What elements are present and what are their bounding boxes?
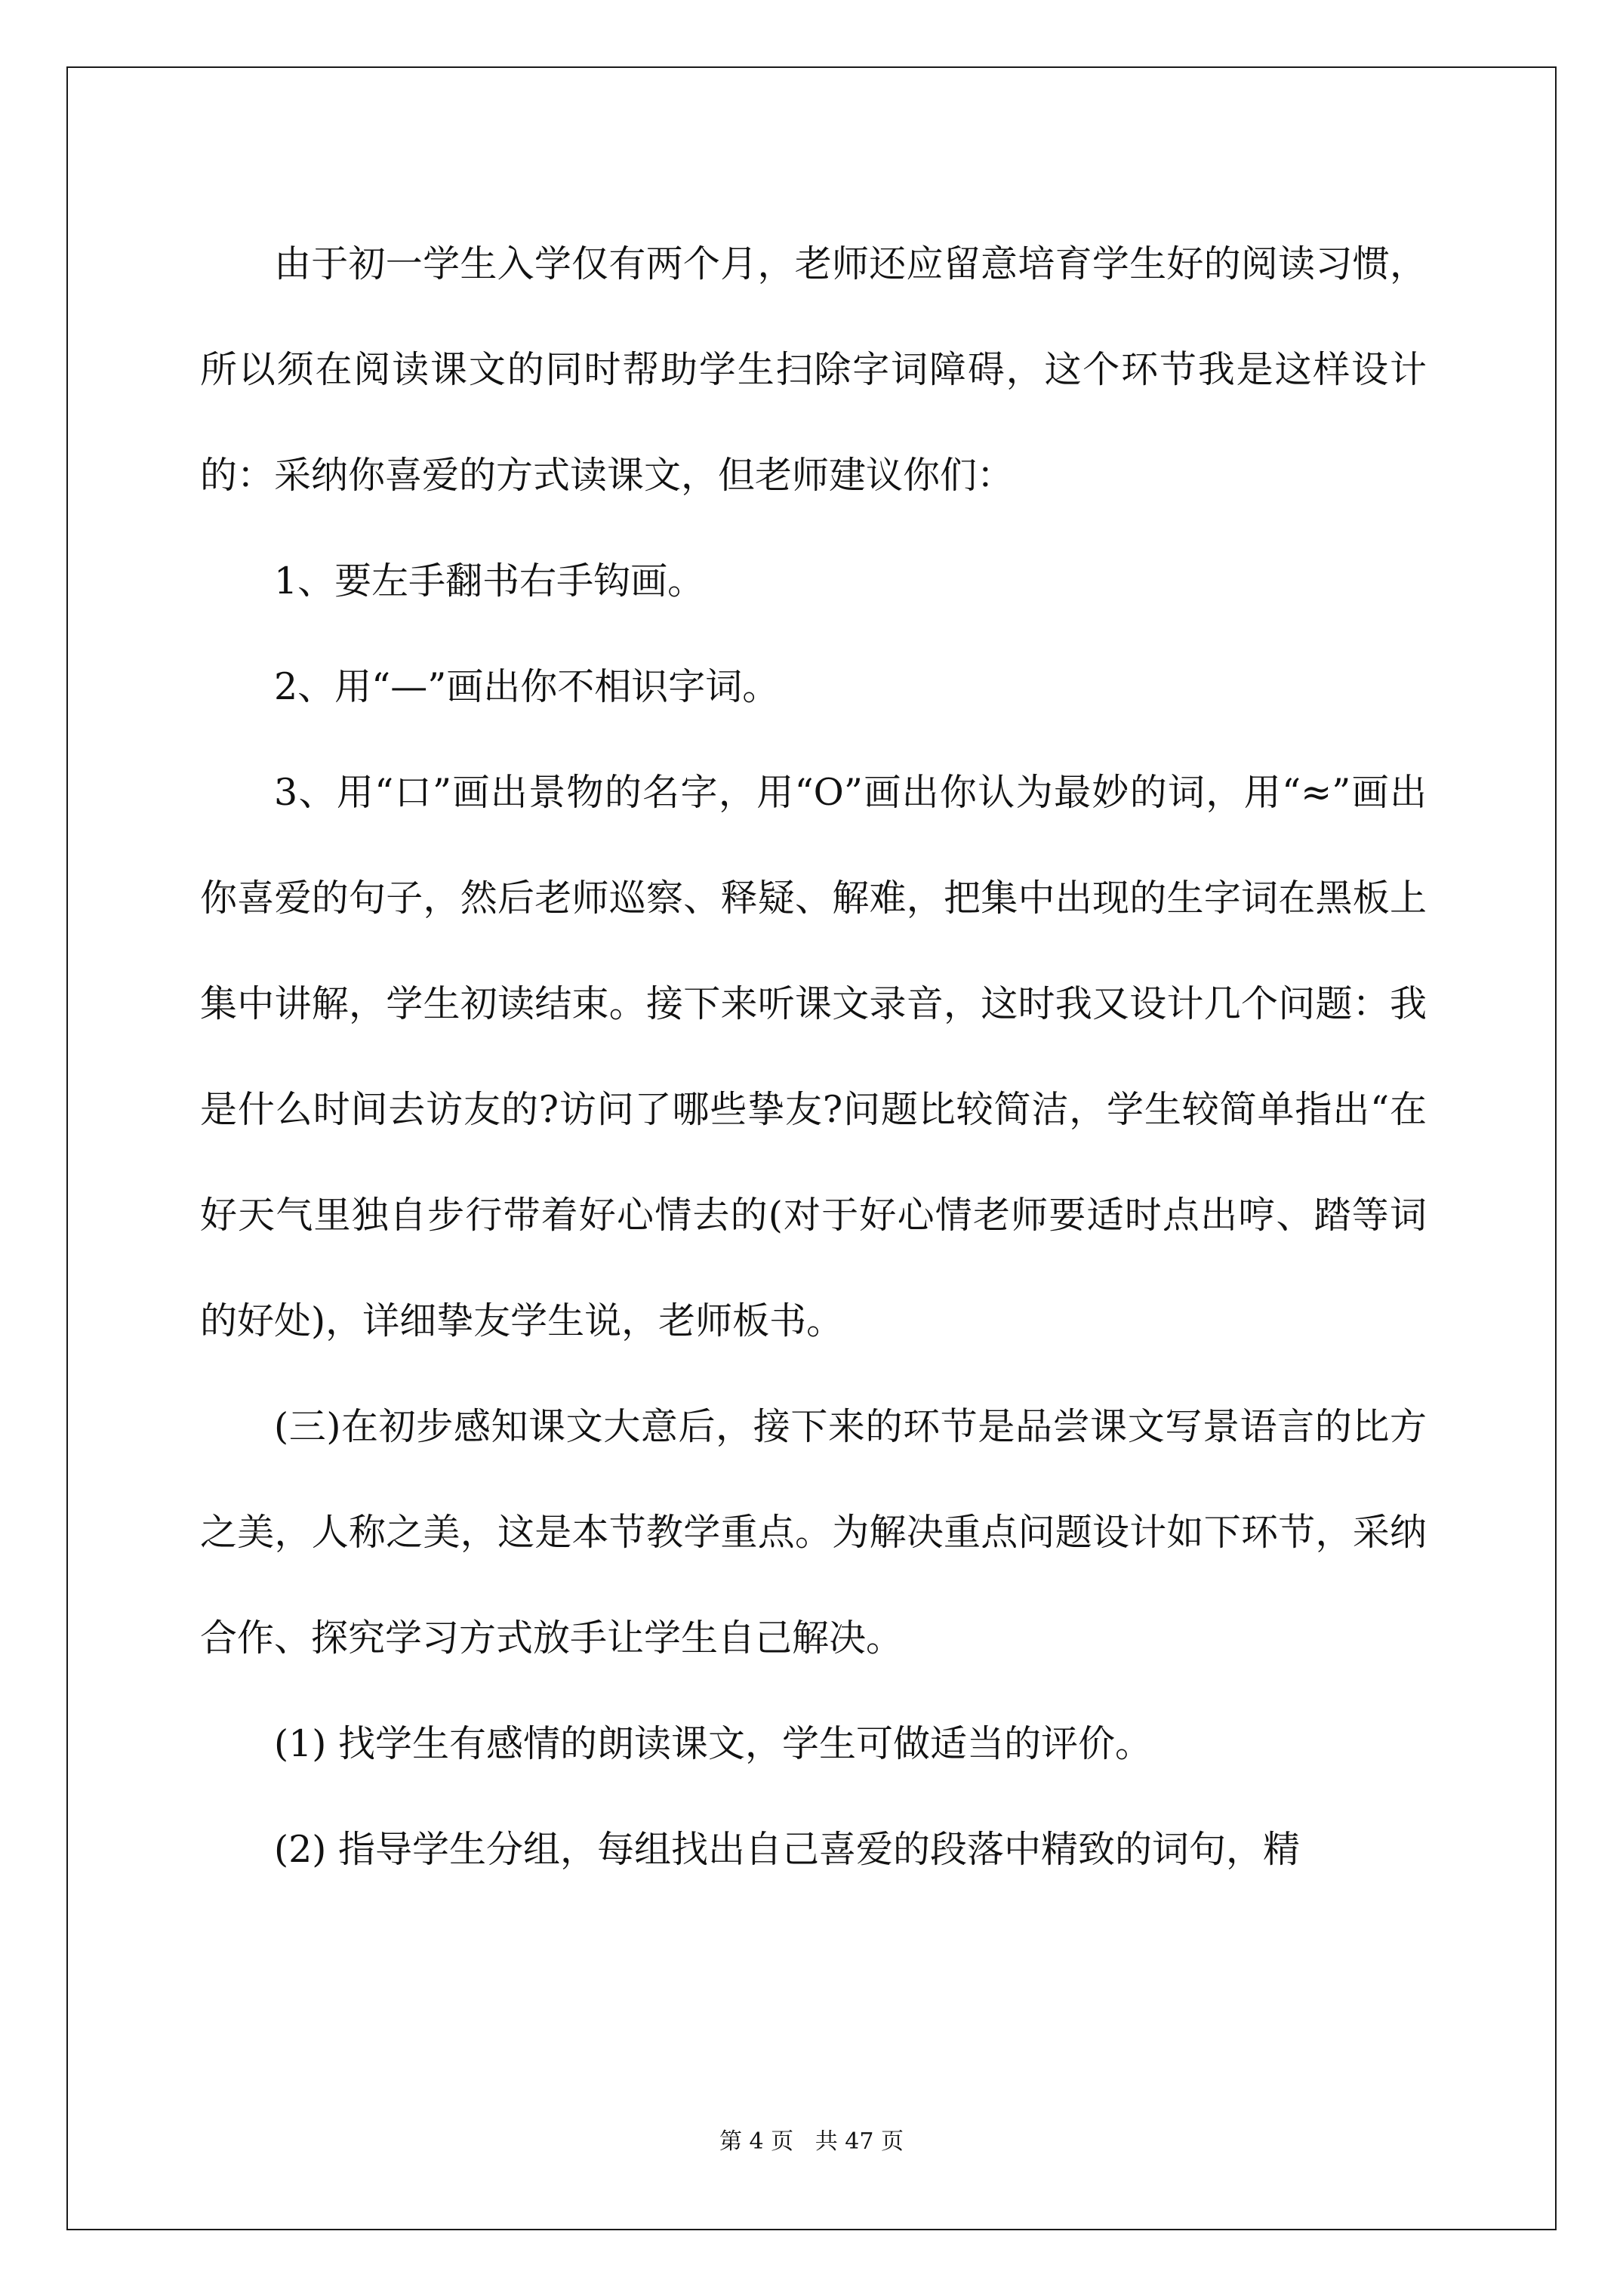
page-number-footer: 第 4 页 共 47 页 bbox=[719, 2128, 904, 2155]
paragraph-item-1: 1、要左手翻书右手钩画。 bbox=[274, 559, 705, 603]
document-body bbox=[200, 211, 1427, 1903]
paragraph-step-2: (2) 指导学生分组，每组找出自己喜爱的段落中精致的词句，精 bbox=[274, 1828, 1300, 1871]
paragraph-reading-habits: 由于初一学生入学仅有两个月，老师还应留意培育学生好的阅读习惯，所以须在阅读课文的同时帮助学生扫除字词障碍，这个环节我是这样设计的：采纳你喜爱的方式读课文，但老师建议你们： bbox=[200, 242, 1427, 497]
paragraph-item-2: 2、用“—”画出你不相识字词。 bbox=[274, 665, 780, 708]
paragraph-section-3: (三)在初步感知课文大意后，接下来的环节是品尝课文写景语言的比方之美，人称之美，这是本节教学重点。为解决重点问题设计如下环节，采纳合作、探究学习方式放手让学生自己解决。 bbox=[200, 1405, 1427, 1660]
paragraph-step-1: (1) 找学生有感情的朗读课文，学生可做适当的评价。 bbox=[274, 1722, 1152, 1765]
paragraph-item-3: 3、用“口”画出景物的名字，用“O”画出你认为最妙的词，用“≈”画出你喜爱的句子，然后老师巡察、释疑、解难，把集中出现的生字词在黑板上集中讲解，学生初读结束。接下来听课文录音，这时我又设计几个问题：我是什么时间去访友的?访问了哪些挚友?问题比较简洁，学生较简单指出“在好天气里独自步行带着好心情去的(对于好心情老师要适时点出哼、踏等词的好处)，详细挚友学生说，老师板书。 bbox=[200, 771, 1427, 1342]
